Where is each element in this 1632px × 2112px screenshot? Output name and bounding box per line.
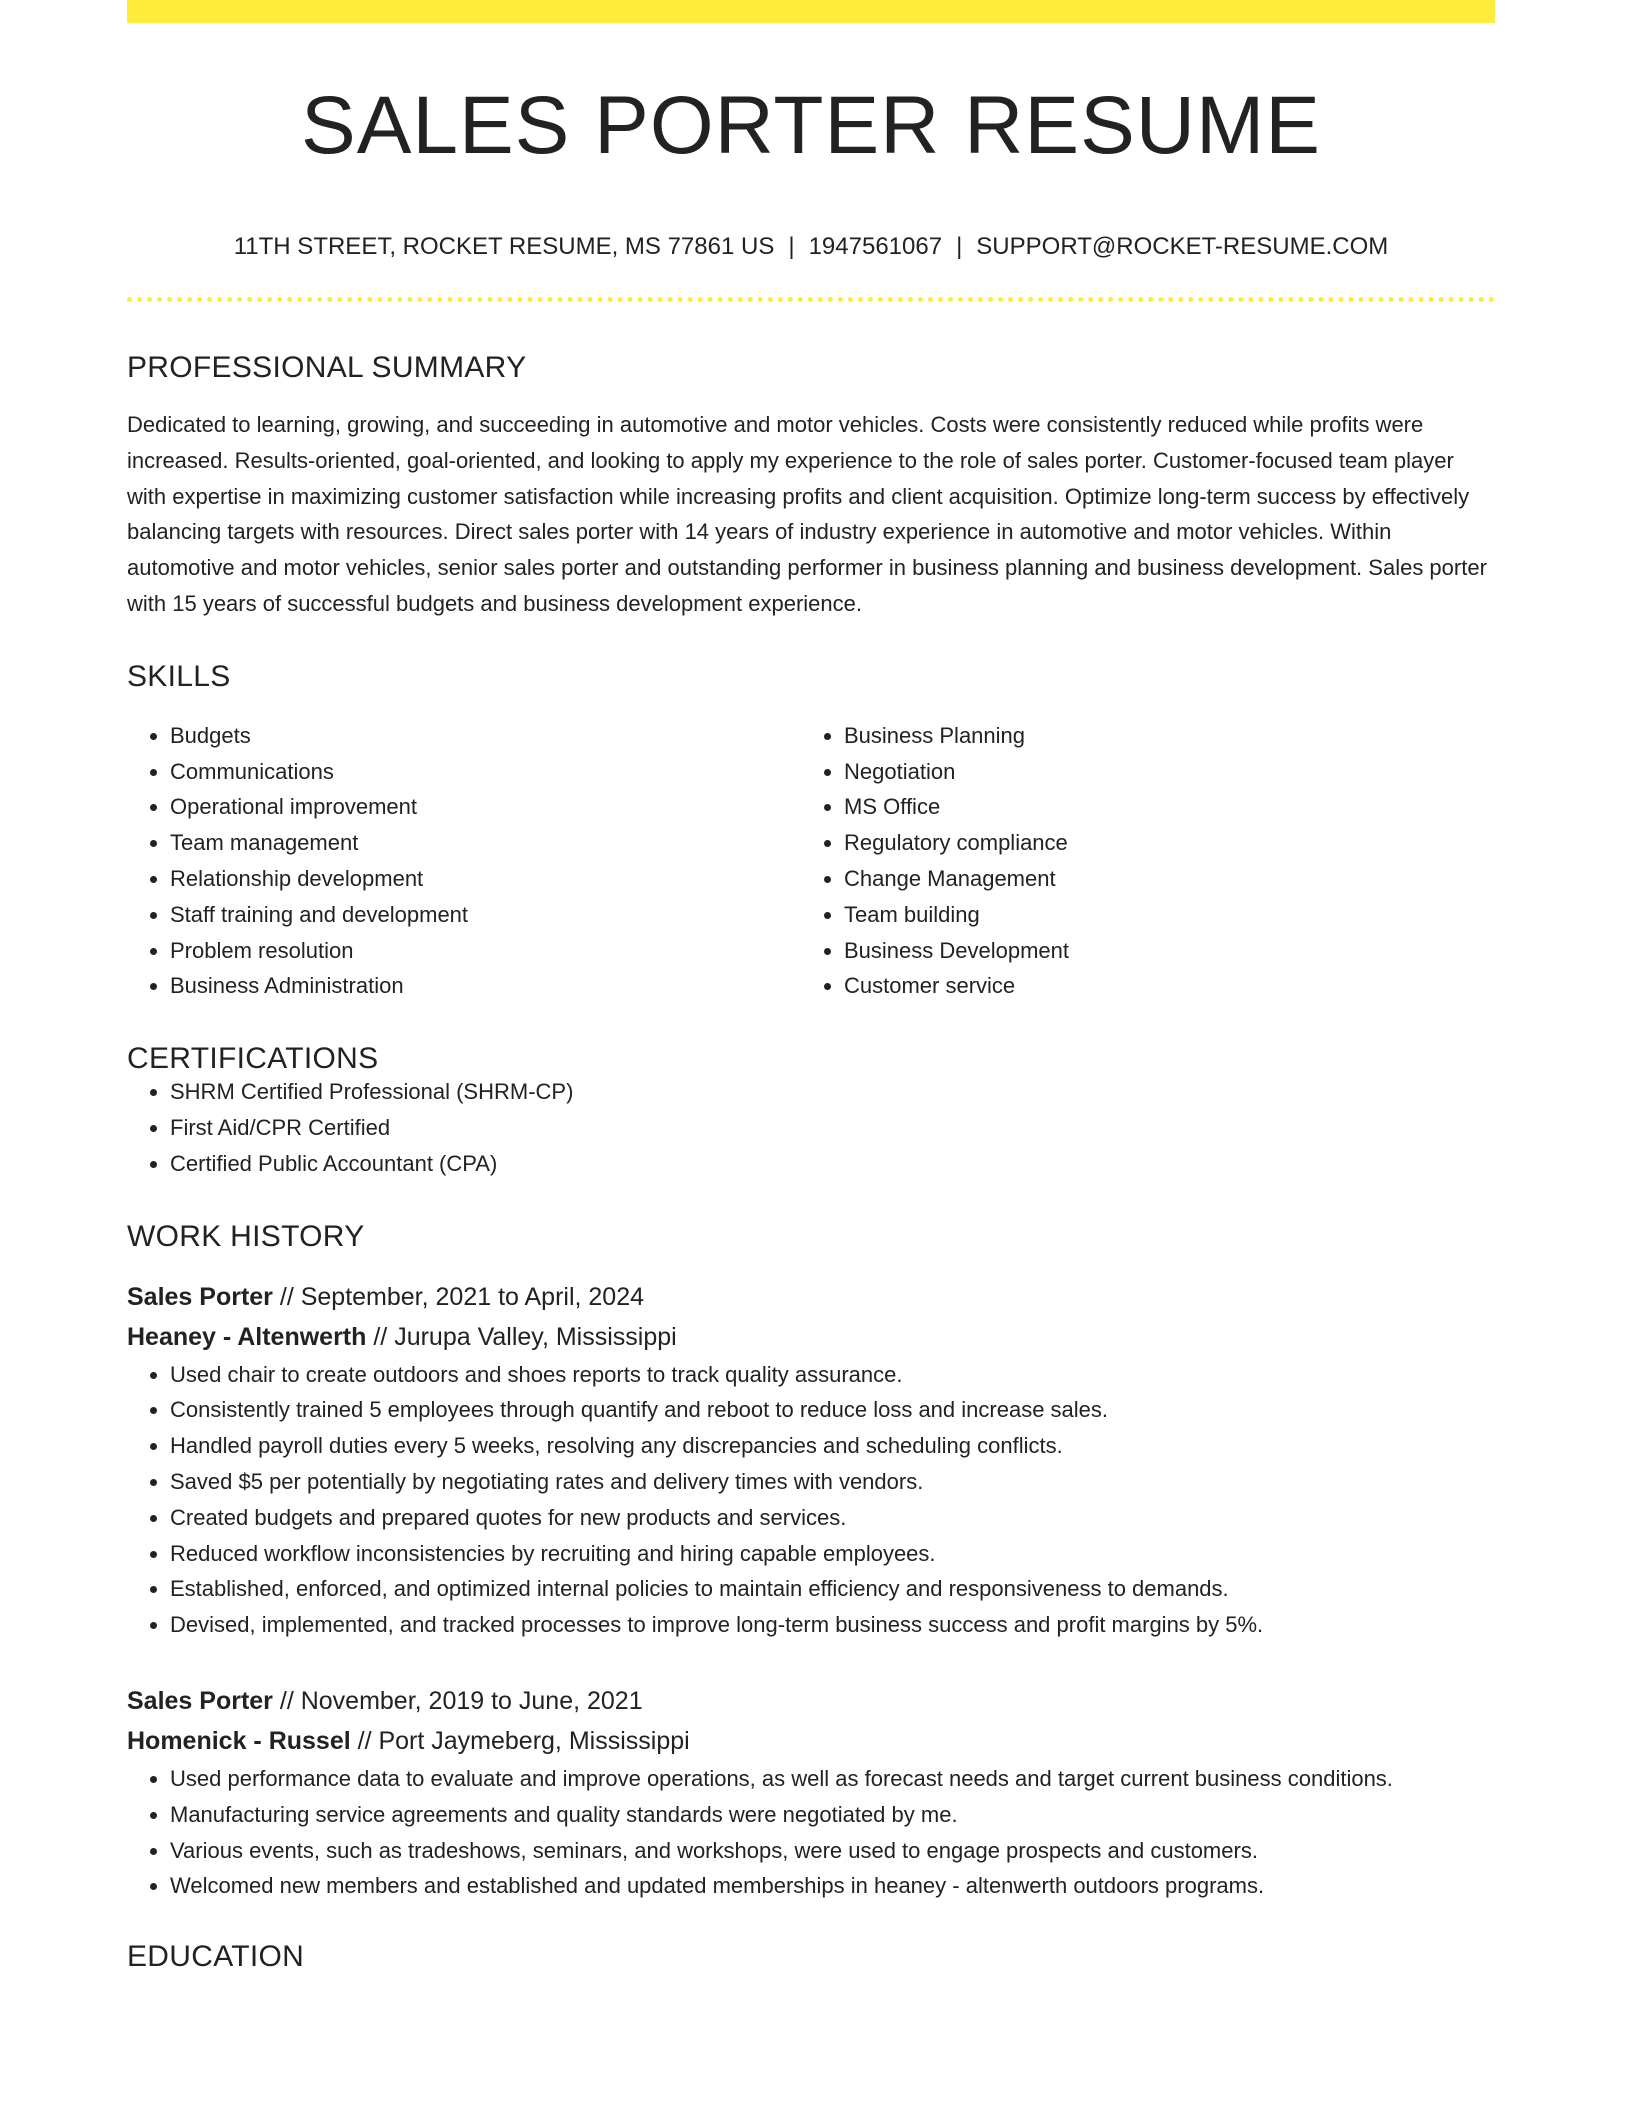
skill-item: • Business Development [844,933,1475,969]
job-location: // Port Jaymeberg, Mississippi [350,1726,690,1755]
skills-heading: SKILLS [127,659,231,693]
skill-item: • Operational improvement [170,789,801,825]
top-accent-bar [127,0,1495,23]
resume-page [127,0,1495,1972]
job-duty-item: • Handled payroll duties every 5 weeks, resolving any discrepancies and scheduling conflicts. [170,1428,1495,1464]
job-duty-item: • Reduced workflow inconsistencies by recruiting and hiring capable employees. [170,1536,1495,1572]
job-duty-item: • Devised, implemented, and tracked processes to improve long-term business success and profit margins by 5%. [170,1607,1495,1643]
job-duty-item: • Various events, such as tradeshows, seminars, and workshops, were used to engage prospects and customers. [170,1833,1495,1869]
skill-item: • Team building [844,897,1475,933]
job-duty-item: • Established, enforced, and optimized internal policies to maintain efficiency and responsiveness to demands. [170,1571,1495,1607]
job-company: Heaney - Altenwerth [127,1322,367,1351]
certification-item: • Certified Public Accountant (CPA) [170,1146,1495,1182]
education-heading: EDUCATION [127,1940,305,1974]
job-duty-item: • Manufacturing service agreements and quality standards were negotiated by me. [170,1797,1495,1833]
resume-title: SALES PORTER RESUME [301,80,1321,171]
skill-item: • Budgets [170,718,801,754]
job-company-line [127,1317,1495,1357]
job-title: Sales Porter [127,1686,273,1715]
certifications-heading: CERTIFICATIONS [127,1042,379,1076]
skills-column-right [801,718,1475,1004]
job-duty-item: • Welcomed new members and established and updated memberships in heaney - altenwerth outdoors programs. [170,1868,1495,1904]
summary-text: Dedicated to learning, growing, and succeeding in automotive and motor vehicles. Costs were consistently reduced while profits were increased. Results-oriented, goal-oriented, and looking to apply my experience to the role of sales porter. Customer-focused team player with expertise in maximizing customer satisfaction while increasing profits and client acquisition. Optimize long-term success by effectively balancing targets with resources. Direct sales porter with 14 years of industry experience in automotive and motor vehicles. Within automotive and motor vehicles, senior sales porter and outstanding performer in business planning and business development. Sales porter with 15 years of successful budgets and business development experience. [127,412,1487,616]
skill-item: • Regulatory compliance [844,825,1475,861]
certification-item: • SHRM Certified Professional (SHRM-CP) [170,1074,1495,1110]
skill-item: • Team management [170,825,801,861]
skill-item: • Change Management [844,861,1475,897]
skill-item: • Relationship development [170,861,801,897]
contact-separator: | [788,233,795,260]
skills-list-left [127,718,801,1004]
skill-item: • Negotiation [844,754,1475,790]
skill-item: • Problem resolution [170,933,801,969]
skill-item: • Communications [170,754,801,790]
skills-column-left [127,718,801,1004]
job-duties-list [127,1357,1495,1643]
job-title: Sales Porter [127,1282,273,1311]
dotted-divider [127,297,1495,302]
job-dates: // November, 2019 to June, 2021 [272,1686,643,1715]
skill-item: • Business Administration [170,968,801,1004]
job-duty-item: • Used chair to create outdoors and shoes reports to track quality assurance. [170,1357,1495,1393]
job-duty-item: • Used performance data to evaluate and improve operations, as well as forecast needs and target current business conditions. [170,1761,1495,1797]
summary-heading: PROFESSIONAL SUMMARY [127,351,527,384]
skill-item: • Staff training and development [170,897,801,933]
job-duties-list [127,1761,1495,1904]
skill-item: • Business Planning [844,718,1475,754]
work-history-heading: WORK HISTORY [127,1219,365,1253]
job-location: // Jurupa Valley, Mississippi [366,1322,677,1351]
skill-item: • MS Office [844,789,1475,825]
job-title-line [127,1681,1495,1721]
skills-grid [127,718,1495,1004]
certification-item: • First Aid/CPR Certified [170,1110,1495,1146]
contact-email: SUPPORT@ROCKET-RESUME.COM [976,233,1389,260]
job-duty-item: • Created budgets and prepared quotes for new products and services. [170,1500,1495,1536]
contact-phone: 1947561067 [808,233,943,260]
job-duty-item: • Saved $5 per potentially by negotiating rates and delivery times with vendors. [170,1464,1495,1500]
job-company-line [127,1721,1495,1761]
job-title-line [127,1277,1495,1317]
job-entry [127,1277,1495,1643]
job-dates: // September, 2021 to April, 2024 [272,1282,645,1311]
job-entry [127,1681,1495,1904]
contact-separator: | [956,233,963,260]
job-duty-item: • Consistently trained 5 employees through quantify and reboot to reduce loss and increase sales. [170,1392,1495,1428]
contact-line [127,235,1495,259]
skill-item: • Customer service [844,968,1475,1004]
contact-address: 11TH STREET, ROCKET RESUME, MS 77861 US [233,233,775,260]
skills-list-right [801,718,1475,1004]
certifications-list [127,1074,1495,1181]
job-company: Homenick - Russel [127,1726,351,1755]
